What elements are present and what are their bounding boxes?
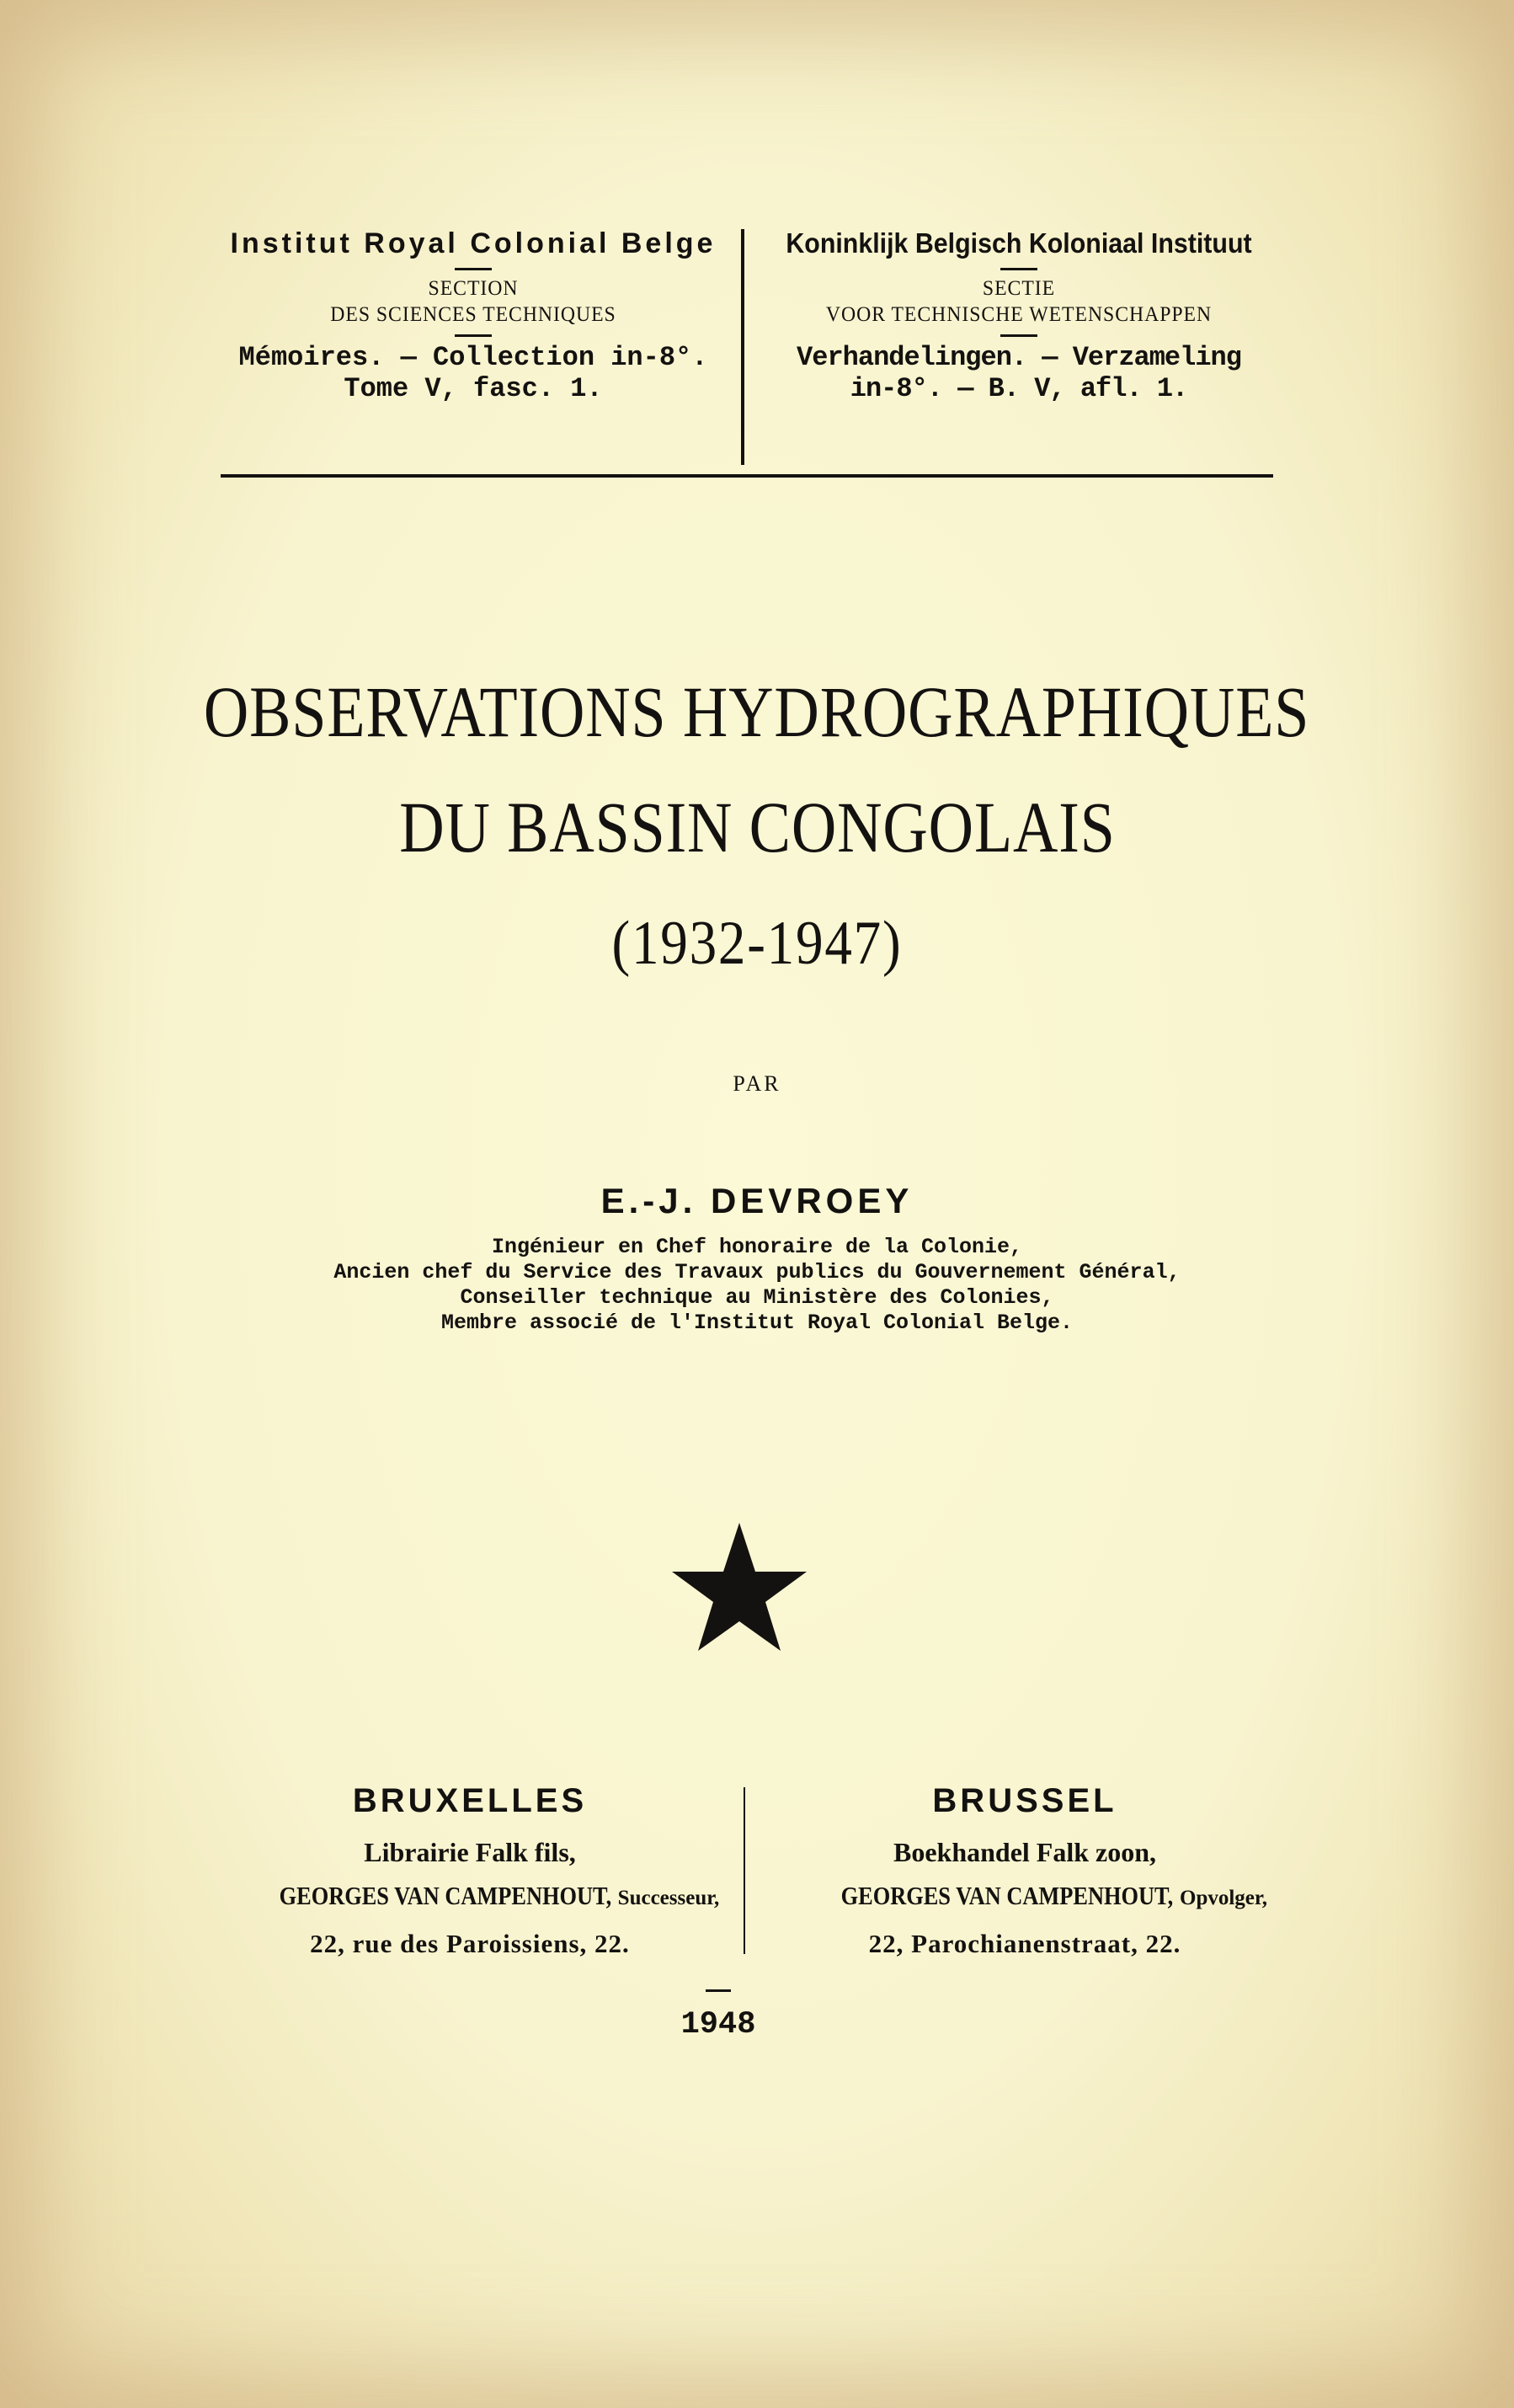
year-dash <box>706 1989 731 1992</box>
footer-right-block <box>751 1780 1298 1961</box>
memoirs-line-1-nl: Verhandelingen. — Verzameling <box>797 342 1241 373</box>
credential-line: Ancien chef du Service des Travaux publics du Gouvernement Général, <box>333 1260 1181 1284</box>
header-right-dash-2 <box>1000 334 1037 337</box>
credential-line: Ingénieur en Chef honoraire de la Colonie, <box>491 1235 1023 1259</box>
section-line-1-fr: SECTION <box>428 277 519 300</box>
address-nl: 22, Parochianenstraat, 22. <box>868 1929 1181 1958</box>
bookshop-nl: Boekhandel Falk zoon, <box>893 1837 1157 1867</box>
header-rule <box>221 474 1273 478</box>
title-line-2 <box>0 785 1514 869</box>
section-line-2-fr: DES SCIENCES TECHNIQUES <box>330 303 616 326</box>
header-right-dash-1 <box>1000 268 1037 270</box>
bookshop-fr: Librairie Falk fils, <box>364 1837 576 1867</box>
header-right-block <box>758 226 1280 404</box>
publisher-fr <box>200 1879 739 1915</box>
section-line-1-nl: SECTIE <box>982 277 1056 300</box>
title-line-1 <box>0 670 1514 754</box>
publisher-role-nl: Opvolger, <box>1180 1887 1267 1909</box>
star-icon <box>670 1521 808 1659</box>
publisher-name-nl: GEORGES VAN CAMPENHOUT, <box>840 1881 1174 1910</box>
title-line-2-text: DU BASSIN CONGOLAIS <box>398 787 1116 868</box>
memoirs-line-1-fr: Mémoires. — Collection in-8°. <box>238 342 708 373</box>
credential-line: Conseiller technique au Ministère des Colonies, <box>460 1285 1054 1310</box>
publication-year: 1948 <box>680 2007 756 2042</box>
header-left-dash-2 <box>455 334 492 337</box>
section-name-nl <box>758 275 1280 328</box>
city-nl: BRUSSEL <box>932 1782 1117 1819</box>
title-years-text: (1932-1947) <box>611 909 903 978</box>
author-name: E.-J. DEVROEY <box>600 1181 914 1220</box>
publisher-role-fr: Successeur, <box>617 1887 720 1909</box>
title-line-1-text: OBSERVATIONS HYDROGRAPHIQUES <box>204 671 1310 752</box>
institution-name-fr: Institut Royal Colonial Belge <box>230 227 717 259</box>
header-column-divider <box>741 229 744 465</box>
institution-name-nl: Koninklijk Belgisch Koloniaal Instituut <box>786 227 1252 259</box>
publisher-nl <box>751 1879 1298 1915</box>
star-shape <box>672 1523 807 1651</box>
section-name-fr <box>221 275 726 328</box>
address-fr: 22, rue des Paroissiens, 22. <box>310 1929 630 1958</box>
header-left-dash-1 <box>455 268 492 270</box>
footer-left-block <box>200 1780 739 1961</box>
author-credentials <box>0 1235 1514 1336</box>
memoirs-line-2-nl: in-8°. — B. V, afl. 1. <box>850 373 1188 404</box>
credential-line: Membre associé de l'Institut Royal Colonial Belge. <box>440 1311 1074 1335</box>
city-fr: BRUXELLES <box>352 1782 588 1819</box>
footer-column-divider <box>744 1787 745 1954</box>
publisher-name-fr: GEORGES VAN CAMPENHOUT, <box>279 1881 611 1910</box>
header-left-block <box>221 226 726 404</box>
title-years <box>0 905 1514 981</box>
section-line-2-nl: VOOR TECHNISCHE WETENSCHAPPEN <box>825 303 1213 326</box>
memoirs-line-2-fr: Tome V, fasc. 1. <box>344 373 603 404</box>
by-label: PAR <box>733 1071 781 1096</box>
